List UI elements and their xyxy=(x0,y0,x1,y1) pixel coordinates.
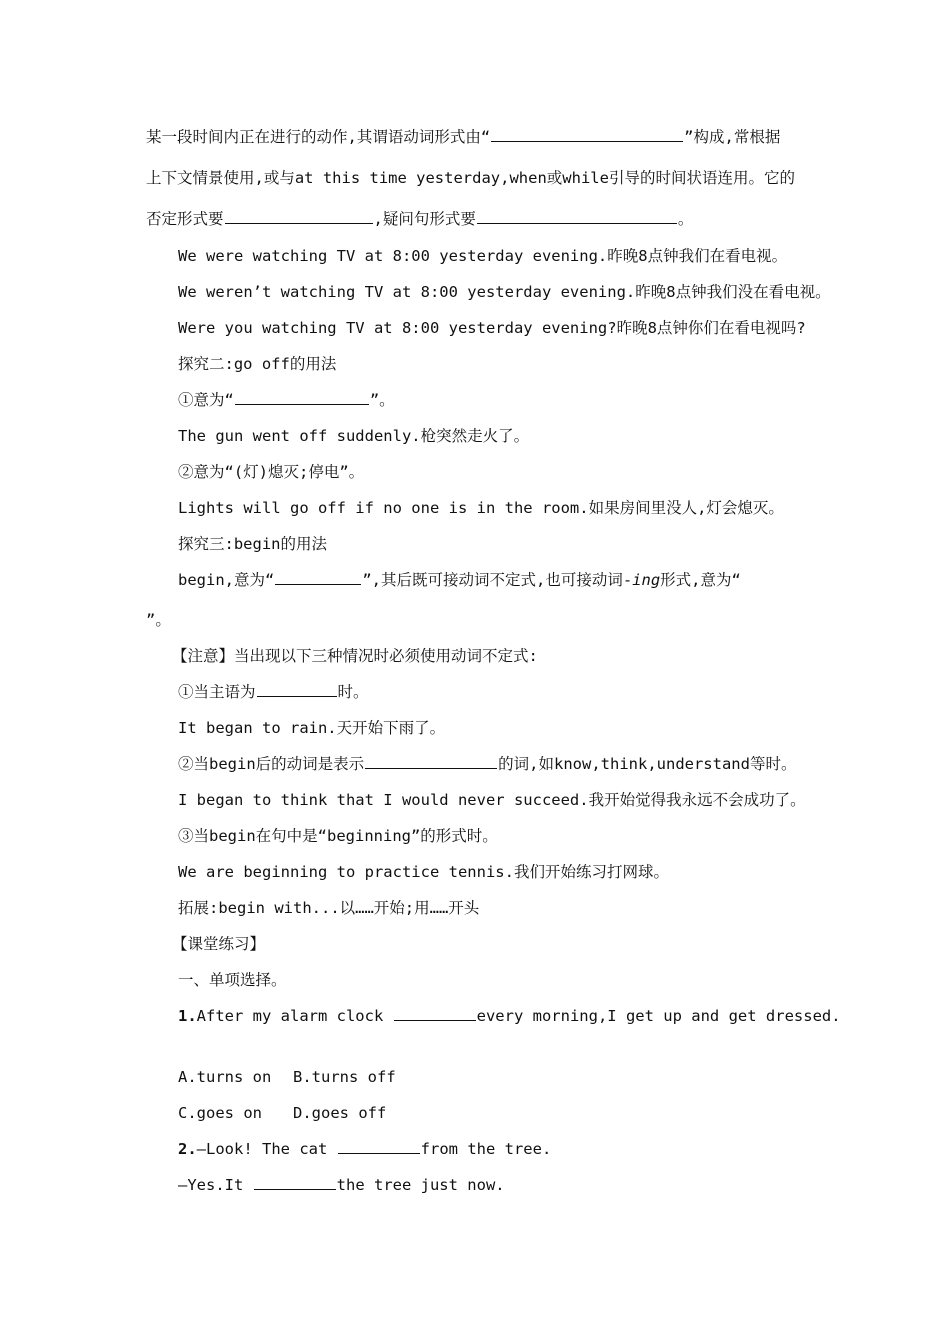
case2-text-a: ②当begin后的动词是表示 xyxy=(178,755,365,773)
answer-blank[interactable] xyxy=(235,389,369,405)
answer-blank[interactable] xyxy=(254,1174,336,1190)
question-1 xyxy=(178,1005,840,1027)
practice-title: 【课堂练习】 xyxy=(172,935,266,953)
option-b[interactable]: B.turns off xyxy=(293,1068,396,1086)
question-text-a: After my alarm clock xyxy=(196,1007,393,1025)
answer-blank[interactable] xyxy=(275,569,361,585)
para1-line3 xyxy=(146,208,808,230)
para1-text-d: ,疑问句形式要 xyxy=(373,210,476,228)
practice-part1: 一、单项选择。 xyxy=(178,971,287,989)
note-case3: ③当begin在句中是“beginning”的形式时。 xyxy=(178,827,498,845)
section3-line2: ”。 xyxy=(146,611,171,629)
answer-blank[interactable] xyxy=(394,1005,476,1021)
case2-text-b: 的词,如know,think,understand等时。 xyxy=(498,755,797,773)
para1-text-b: ”构成,常根据 xyxy=(684,128,781,146)
question-number: 1. xyxy=(178,1007,197,1025)
para1-text-a: 某一段时间内正在进行的动作,其谓语动词形式由“ xyxy=(146,128,491,146)
section2-example1: The gun went off suddenly.枪突然走火了。 xyxy=(178,427,530,445)
note-case2 xyxy=(178,753,840,775)
section3-line1 xyxy=(178,569,808,591)
question-text-b: every morning,I get up and get dressed. xyxy=(476,1007,841,1025)
example-line: We were watching TV at 8:00 yesterday evening.昨晚8点钟我们在看电视。 xyxy=(178,247,788,265)
section3-title: 探究三:begin的用法 xyxy=(178,535,327,553)
answer-blank[interactable] xyxy=(257,681,337,697)
reply-text-a: —Yes.It xyxy=(178,1176,253,1194)
section2-title: 探究二:go off的用法 xyxy=(178,355,337,373)
para1-line2: 上下文情景使用,或与at this time yesterday,when或while引导的时间状语连用。它的 xyxy=(146,169,795,187)
question-text-b: from the tree. xyxy=(420,1140,552,1158)
example-line: We weren’t watching TV at 8:00 yesterday evening.昨晚8点钟我们没在看电视。 xyxy=(178,283,831,301)
question-2-reply xyxy=(178,1174,840,1196)
example-line: Were you watching TV at 8:00 yesterday evening?昨晚8点钟你们在看电视吗? xyxy=(178,319,806,337)
option-c[interactable]: C.goes on xyxy=(178,1104,262,1122)
para1-text-e: 。 xyxy=(677,210,694,228)
section2-example2: Lights will go off if no one is in the room.如果房间里没人,灯会熄灭。 xyxy=(178,499,784,517)
answer-blank[interactable] xyxy=(365,753,497,769)
note-case1 xyxy=(178,681,840,703)
para1-line1 xyxy=(146,126,808,148)
question-number: 2. xyxy=(178,1140,197,1158)
note-example2: I began to think that I would never succeed.我开始觉得我永远不会成功了。 xyxy=(178,791,806,809)
answer-blank[interactable] xyxy=(477,208,677,224)
answer-blank[interactable] xyxy=(491,126,683,142)
section2-meaning1 xyxy=(178,389,840,411)
reply-text-b: the tree just now. xyxy=(336,1176,505,1194)
answer-blank[interactable] xyxy=(338,1138,420,1154)
section3-text-a: begin,意为“ xyxy=(178,571,275,589)
note-title: 【注意】当出现以下三种情况时必须使用动词不定式: xyxy=(172,647,538,665)
section3-text-b: ”,其后既可接动词不定式,也可接动词- xyxy=(362,571,633,589)
meaning1-text-a: ①意为“ xyxy=(178,391,234,409)
option-a[interactable]: A.turns on xyxy=(178,1068,272,1086)
meaning1-text-b: ”。 xyxy=(369,391,395,409)
section2-meaning2: ②意为“(灯)熄灭;停电”。 xyxy=(178,463,365,481)
option-d[interactable]: D.goes off xyxy=(293,1104,387,1122)
note-example1: It began to rain.天开始下雨了。 xyxy=(178,719,446,737)
section3-ing: ing xyxy=(632,571,661,589)
section3-text-c: 形式,意为“ xyxy=(660,571,741,589)
note-example3: We are beginning to practice tennis.我们开始练习打网球。 xyxy=(178,863,669,881)
answer-blank[interactable] xyxy=(225,208,373,224)
case1-text-b: 时。 xyxy=(337,683,369,701)
para1-text-c: 否定形式要 xyxy=(146,210,224,228)
question-2 xyxy=(178,1138,840,1160)
case1-text-a: ①当主语为 xyxy=(178,683,256,701)
note-extension: 拓展:begin with...以……开始;用……开头 xyxy=(178,899,480,917)
question-1-options-row2 xyxy=(178,1102,840,1124)
question-text-a: —Look! The cat xyxy=(196,1140,337,1158)
question-1-options-row1 xyxy=(178,1066,840,1088)
